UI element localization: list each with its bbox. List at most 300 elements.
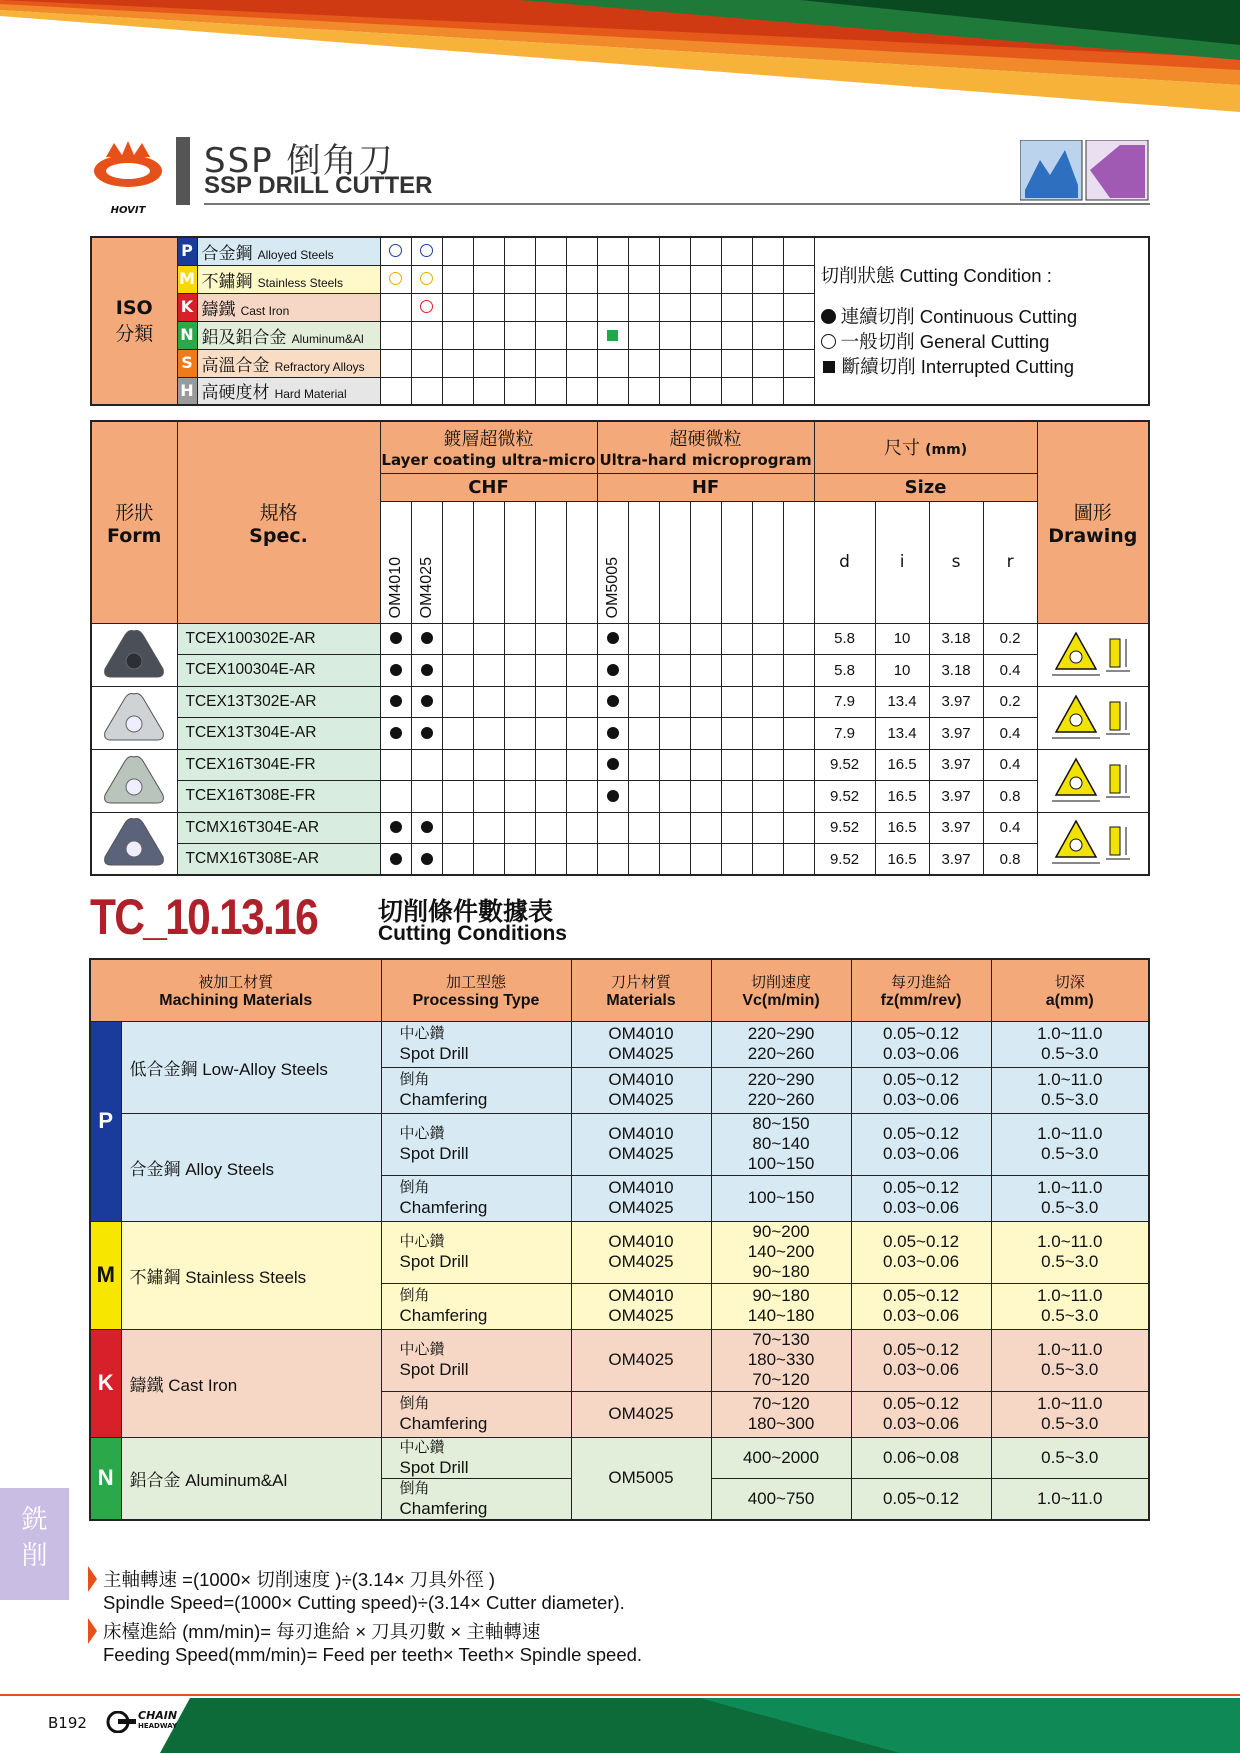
tc-grade: OM4025 — [571, 1329, 711, 1391]
available-mark — [421, 632, 433, 644]
hf-code: HF — [597, 473, 814, 501]
grade-availability-cell — [535, 686, 566, 718]
dim-s: 3.97 — [929, 781, 983, 813]
grade-availability-cell — [504, 749, 535, 781]
iso-cell — [473, 377, 504, 405]
grade-availability-cell — [597, 812, 628, 844]
grade-availability-cell — [783, 655, 814, 687]
iso-cell — [752, 237, 783, 265]
iso-cell — [473, 237, 504, 265]
grade-availability-cell — [659, 686, 690, 718]
iso-cell — [597, 321, 628, 349]
tc-group-P: P — [90, 1021, 121, 1221]
grade-availability-cell — [473, 686, 504, 718]
iso-cell — [721, 293, 752, 321]
spec-code: TCEX16T308E-FR — [177, 781, 380, 813]
grade-availability-cell — [721, 812, 752, 844]
iso-cell — [628, 377, 659, 405]
iso-cell — [628, 349, 659, 377]
available-mark — [607, 790, 619, 802]
tc-grade: OM4010 OM4025 — [571, 1113, 711, 1175]
grade-availability-cell — [566, 844, 597, 876]
grade-availability-cell — [473, 623, 504, 655]
spec-code: TCEX13T302E-AR — [177, 686, 380, 718]
iso-cell — [411, 237, 442, 265]
grade-availability-cell — [721, 844, 752, 876]
grade-availability-cell — [411, 812, 442, 844]
dim-r: 0.2 — [983, 686, 1037, 718]
arrow-icon — [88, 1566, 97, 1592]
grade-availability-cell — [721, 718, 752, 750]
grade-header — [752, 501, 783, 623]
iso-cell — [783, 293, 814, 321]
iso-cell — [442, 349, 473, 377]
iso-cell — [380, 265, 411, 293]
iso-cell — [659, 349, 690, 377]
iso-letter-N: N — [177, 321, 197, 349]
iso-cell — [690, 237, 721, 265]
formula-0: 主軸轉速 =(1000× 切削速度 )÷(3.14× 刀具外徑 ) Spindle Speed=(1000× Cutting speed)÷(3.14× Cutter diameter). — [88, 1566, 1088, 1614]
dim-s: 3.97 — [929, 844, 983, 876]
chf-code: CHF — [380, 473, 597, 501]
dim-s: 3.18 — [929, 623, 983, 655]
grade-availability-cell — [566, 781, 597, 813]
iso-cell — [473, 293, 504, 321]
available-mark — [421, 821, 433, 833]
spec-code: TCMX16T308E-AR — [177, 844, 380, 876]
tc-title-zh: 切削條件數據表 — [378, 897, 554, 926]
grade-availability-cell — [566, 812, 597, 844]
tc-group-K: K — [90, 1329, 121, 1437]
grade-availability-cell — [473, 749, 504, 781]
grade-availability-cell — [721, 781, 752, 813]
available-mark — [390, 695, 402, 707]
iso-material-N: 鋁及鋁合金 Aluminum&Al — [197, 321, 380, 349]
iso-letter-P: P — [177, 237, 197, 265]
grade-availability-cell — [473, 844, 504, 876]
insert-image — [91, 749, 177, 812]
grade-availability-cell — [659, 812, 690, 844]
grade-availability-cell — [504, 686, 535, 718]
dim-r: 0.4 — [983, 655, 1037, 687]
spec-code: TCMX16T304E-AR — [177, 812, 380, 844]
drawing-header: 圖形 Drawing — [1037, 421, 1149, 623]
iso-cell — [442, 265, 473, 293]
grade-availability-cell — [380, 812, 411, 844]
tc-vc: 70~130 180~330 70~120 — [711, 1329, 851, 1391]
available-mark — [607, 695, 619, 707]
iso-cell — [690, 293, 721, 321]
dim-i: 16.5 — [875, 812, 929, 844]
dim-s: 3.97 — [929, 812, 983, 844]
form-header: 形狀 Form — [91, 421, 177, 623]
tc-header-1: 加工型態 Processing Type — [381, 959, 571, 1021]
grade-availability-cell — [504, 844, 535, 876]
grade-availability-cell — [566, 623, 597, 655]
iso-cell — [752, 265, 783, 293]
iso-cell — [504, 293, 535, 321]
iso-table — [90, 236, 1150, 406]
iso-cell — [535, 377, 566, 405]
grade-availability-cell — [411, 718, 442, 750]
tc-fz: 0.05~0.12 0.03~0.06 — [851, 1067, 991, 1113]
tc-processing-type: 倒角 Chamfering — [381, 1391, 571, 1437]
iso-cell — [721, 321, 752, 349]
tc-grade: OM4025 — [571, 1391, 711, 1437]
grade-availability-cell — [628, 781, 659, 813]
grade-availability-cell — [442, 686, 473, 718]
tc-a: 1.0~11.0 0.5~3.0 — [991, 1067, 1149, 1113]
grade-availability-cell — [721, 686, 752, 718]
iso-cell — [504, 377, 535, 405]
tc-vc: 90~180 140~180 — [711, 1283, 851, 1329]
page-number: B192 — [48, 1714, 87, 1732]
size-en: Size — [814, 473, 1037, 501]
iso-cell — [659, 237, 690, 265]
tc-grade: OM5005 — [571, 1437, 711, 1520]
available-mark — [607, 727, 619, 739]
dim-i: 13.4 — [875, 718, 929, 750]
grade-availability-cell — [473, 718, 504, 750]
tc-header-0: 被加工材質 Machining Materials — [90, 959, 381, 1021]
tc-fz: 0.06~0.08 — [851, 1437, 991, 1478]
dim-r: 0.2 — [983, 623, 1037, 655]
iso-material-S: 高溫合金 Refractory Alloys — [197, 349, 380, 377]
iso-cell — [442, 377, 473, 405]
grade-availability-cell — [690, 686, 721, 718]
grade-availability-cell — [442, 655, 473, 687]
grade-availability-cell — [752, 749, 783, 781]
tc-material-name: 合金鋼 Alloy Steels — [121, 1113, 381, 1221]
iso-cell — [442, 237, 473, 265]
tc-vc: 400~2000 — [711, 1437, 851, 1478]
grade-availability-cell — [752, 655, 783, 687]
spec-code: TCEX100304E-AR — [177, 655, 380, 687]
hf-header: 超硬微粒 Ultra-hard microprogram — [597, 421, 814, 473]
iso-cell — [380, 349, 411, 377]
grade-availability-cell — [659, 718, 690, 750]
dim-s: 3.97 — [929, 686, 983, 718]
iso-cell — [380, 237, 411, 265]
operation-icons — [1020, 140, 1150, 202]
continuous-cutting-icon — [821, 309, 836, 324]
dim-d: 9.52 — [814, 749, 875, 781]
grade-availability-cell — [783, 781, 814, 813]
dim-s: 3.97 — [929, 718, 983, 750]
tc-a: 1.0~11.0 0.5~3.0 — [991, 1113, 1149, 1175]
grade-header — [783, 501, 814, 623]
dim-header-i: i — [875, 501, 929, 623]
insert-image — [91, 812, 177, 875]
spec-table — [90, 420, 1150, 876]
available-mark — [390, 853, 402, 865]
iso-cell — [783, 377, 814, 405]
grade-availability-cell — [721, 749, 752, 781]
tc-a: 1.0~11.0 0.5~3.0 — [991, 1021, 1149, 1067]
dim-d: 7.9 — [814, 718, 875, 750]
iso-letter-M: M — [177, 265, 197, 293]
insert-image — [91, 686, 177, 749]
iso-cell — [411, 349, 442, 377]
tc-header-2: 刀片材質 Materials — [571, 959, 711, 1021]
grade-availability-cell — [597, 686, 628, 718]
insert-drawing — [1037, 812, 1149, 875]
brand-logo — [92, 135, 164, 216]
iso-cell — [411, 265, 442, 293]
header-decoration — [0, 0, 1240, 120]
grade-availability-cell — [504, 718, 535, 750]
tc-fz: 0.05~0.12 0.03~0.06 — [851, 1113, 991, 1175]
grade-availability-cell — [628, 655, 659, 687]
insert-image — [91, 623, 177, 686]
side-tab-milling[interactable]: 銑 削 — [0, 1488, 69, 1600]
iso-cell — [535, 237, 566, 265]
iso-cell — [690, 265, 721, 293]
iso-material-K: 鑄鐵 Cast Iron — [197, 293, 380, 321]
tc-a: 0.5~3.0 — [991, 1437, 1149, 1478]
grade-availability-cell — [690, 718, 721, 750]
grade-availability-cell — [628, 749, 659, 781]
insert-drawing — [1037, 749, 1149, 812]
tc-grade: OM4010 OM4025 — [571, 1067, 711, 1113]
grade-availability-cell — [566, 655, 597, 687]
grade-availability-cell — [411, 749, 442, 781]
grade-availability-cell — [690, 781, 721, 813]
iso-cell — [566, 237, 597, 265]
tc-material-name: 鑄鐵 Cast Iron — [121, 1329, 381, 1437]
spec-code: TCEX100302E-AR — [177, 623, 380, 655]
iso-cell — [566, 321, 597, 349]
iso-cell — [504, 321, 535, 349]
iso-material-H: 高硬度材 Hard Material — [197, 377, 380, 405]
grade-availability-cell — [473, 781, 504, 813]
grade-availability-cell — [783, 812, 814, 844]
grade-availability-cell — [535, 844, 566, 876]
tc-processing-type: 中心鑽 Spot Drill — [381, 1113, 571, 1175]
iso-cell — [783, 349, 814, 377]
iso-cell — [721, 377, 752, 405]
grade-header: OM4025 — [411, 501, 442, 623]
iso-cell — [535, 293, 566, 321]
grade-header — [535, 501, 566, 623]
tc-vc: 400~750 — [711, 1478, 851, 1520]
footer-brand-logo: CHAIN HEADWAY — [106, 1709, 186, 1737]
grade-availability-cell — [628, 686, 659, 718]
grade-availability-cell — [597, 749, 628, 781]
cutting-condition-legend: 切削狀態 Cutting Condition : 連續切削 Continuous Cutting 一般切削 General Cutting 斷續切削 Interrupted Cutting — [814, 237, 1149, 405]
dim-d: 5.8 — [814, 623, 875, 655]
grade-availability-cell — [411, 781, 442, 813]
grade-availability-cell — [752, 844, 783, 876]
iso-material-P: 合金鋼 Alloyed Steels — [197, 237, 380, 265]
grade-availability-cell — [380, 781, 411, 813]
iso-cell — [597, 349, 628, 377]
grade-availability-cell — [442, 812, 473, 844]
dim-r: 0.4 — [983, 718, 1037, 750]
tc-fz: 0.05~0.12 0.03~0.06 — [851, 1329, 991, 1391]
iso-cell — [721, 265, 752, 293]
footer-decoration — [0, 1690, 1240, 1753]
iso-cell — [597, 293, 628, 321]
iso-cell — [411, 377, 442, 405]
grade-availability-cell — [442, 781, 473, 813]
iso-cell — [411, 321, 442, 349]
grade-availability-cell — [628, 812, 659, 844]
grade-availability-cell — [690, 623, 721, 655]
grade-availability-cell — [380, 655, 411, 687]
tc-header-3: 切削速度 Vc(m/min) — [711, 959, 851, 1021]
grade-availability-cell — [659, 781, 690, 813]
tc-group-M: M — [90, 1221, 121, 1329]
grade-availability-cell — [504, 623, 535, 655]
grade-header: OM5005 — [597, 501, 628, 623]
grade-availability-cell — [380, 718, 411, 750]
grade-header — [566, 501, 597, 623]
grade-availability-cell — [535, 812, 566, 844]
grade-availability-cell — [597, 844, 628, 876]
dim-i: 13.4 — [875, 686, 929, 718]
available-mark — [421, 664, 433, 676]
interrupted-cutting-mark — [607, 330, 618, 341]
tc-a: 1.0~11.0 0.5~3.0 — [991, 1329, 1149, 1391]
iso-cell — [473, 265, 504, 293]
tc-title-en: Cutting Conditions — [378, 922, 567, 945]
grade-availability-cell — [690, 844, 721, 876]
size-header: 尺寸 (mm) — [814, 421, 1037, 473]
dim-header-d: d — [814, 501, 875, 623]
grade-header — [628, 501, 659, 623]
grade-availability-cell — [597, 781, 628, 813]
grade-availability-cell — [535, 623, 566, 655]
grade-header — [504, 501, 535, 623]
iso-cell — [690, 321, 721, 349]
iso-cell — [380, 377, 411, 405]
iso-cell — [504, 237, 535, 265]
iso-cell — [504, 265, 535, 293]
grade-availability-cell — [473, 655, 504, 687]
grade-availability-cell — [442, 844, 473, 876]
iso-cell — [752, 377, 783, 405]
formula-1: 床檯進給 (mm/min)= 每刃進給 × 刀具刃數 × 主軸轉速 Feeding Speed(mm/min)= Feed per teeth× Teeth× Spindle speed. — [88, 1618, 1088, 1666]
grade-availability-cell — [783, 686, 814, 718]
grade-header — [442, 501, 473, 623]
tc-vc: 70~120 180~300 — [711, 1391, 851, 1437]
tc-vc: 220~290 220~260 — [711, 1021, 851, 1067]
dim-d: 9.52 — [814, 781, 875, 813]
available-mark — [421, 695, 433, 707]
grade-availability-cell — [380, 844, 411, 876]
tc-vc: 220~290 220~260 — [711, 1067, 851, 1113]
insert-drawing — [1037, 686, 1149, 749]
grade-header — [721, 501, 752, 623]
tc-processing-type: 倒角 Chamfering — [381, 1283, 571, 1329]
grade-availability-cell — [752, 812, 783, 844]
tc-processing-type: 中心鑽 Spot Drill — [381, 1221, 571, 1283]
iso-cell — [566, 377, 597, 405]
tc-a: 1.0~11.0 0.5~3.0 — [991, 1391, 1149, 1437]
iso-cell — [597, 237, 628, 265]
tc-processing-type: 倒角 Chamfering — [381, 1175, 571, 1221]
dim-r: 0.4 — [983, 812, 1037, 844]
iso-cell — [380, 321, 411, 349]
iso-cell — [473, 349, 504, 377]
grade-availability-cell — [721, 655, 752, 687]
grade-availability-cell — [442, 623, 473, 655]
tc-grade: OM4010 OM4025 — [571, 1021, 711, 1067]
iso-cell — [659, 265, 690, 293]
general-cutting-mark — [420, 300, 433, 313]
iso-cell — [659, 377, 690, 405]
iso-cell — [566, 349, 597, 377]
dim-header-r: r — [983, 501, 1037, 623]
iso-cell — [721, 349, 752, 377]
grade-availability-cell — [659, 749, 690, 781]
grade-availability-cell — [535, 655, 566, 687]
general-cutting-icon — [821, 334, 836, 349]
grade-availability-cell — [535, 781, 566, 813]
iso-cell — [504, 349, 535, 377]
spec-code: TCEX16T304E-FR — [177, 749, 380, 781]
iso-letter-K: K — [177, 293, 197, 321]
grade-availability-cell — [752, 686, 783, 718]
tc-processing-type: 倒角 Chamfering — [381, 1478, 571, 1520]
dim-r: 0.8 — [983, 781, 1037, 813]
grade-availability-cell — [659, 844, 690, 876]
page-title-en: SSP DRILL CUTTER — [204, 172, 433, 199]
tc-material-name: 低合金鋼 Low-Alloy Steels — [121, 1021, 381, 1113]
dim-i: 16.5 — [875, 844, 929, 876]
general-cutting-mark — [420, 244, 433, 257]
grade-availability-cell — [380, 749, 411, 781]
grade-availability-cell — [597, 655, 628, 687]
available-mark — [421, 853, 433, 865]
spec-code: TCEX13T304E-AR — [177, 718, 380, 750]
grade-availability-cell — [783, 844, 814, 876]
tc-fz: 0.05~0.12 0.03~0.06 — [851, 1021, 991, 1067]
tc-processing-type: 中心鑽 Spot Drill — [381, 1437, 571, 1478]
grade-availability-cell — [473, 812, 504, 844]
grade-availability-cell — [752, 781, 783, 813]
grade-header — [473, 501, 504, 623]
grade-availability-cell — [783, 718, 814, 750]
tc-header-4: 每刃進給 fz(mm/rev) — [851, 959, 991, 1021]
dim-r: 0.8 — [983, 844, 1037, 876]
grade-availability-cell — [411, 623, 442, 655]
tc-fz: 0.05~0.12 0.03~0.06 — [851, 1391, 991, 1437]
dim-s: 3.97 — [929, 749, 983, 781]
tc-fz: 0.05~0.12 0.03~0.06 — [851, 1221, 991, 1283]
iso-letter-S: S — [177, 349, 197, 377]
title-underline — [204, 203, 1150, 205]
grade-availability-cell — [566, 749, 597, 781]
grade-availability-cell — [442, 749, 473, 781]
dim-i: 16.5 — [875, 749, 929, 781]
tc-a: 1.0~11.0 0.5~3.0 — [991, 1175, 1149, 1221]
available-mark — [390, 821, 402, 833]
iso-cell — [535, 265, 566, 293]
tc-grade: OM4010 OM4025 — [571, 1175, 711, 1221]
iso-cell — [659, 321, 690, 349]
grade-availability-cell — [504, 812, 535, 844]
grade-availability-cell — [597, 623, 628, 655]
tc-vc: 80~150 80~140 100~150 — [711, 1113, 851, 1175]
general-cutting-mark — [420, 272, 433, 285]
insert-drawing — [1037, 623, 1149, 686]
iso-cell — [783, 237, 814, 265]
iso-cell — [535, 349, 566, 377]
iso-cell — [473, 321, 504, 349]
iso-cell — [783, 265, 814, 293]
